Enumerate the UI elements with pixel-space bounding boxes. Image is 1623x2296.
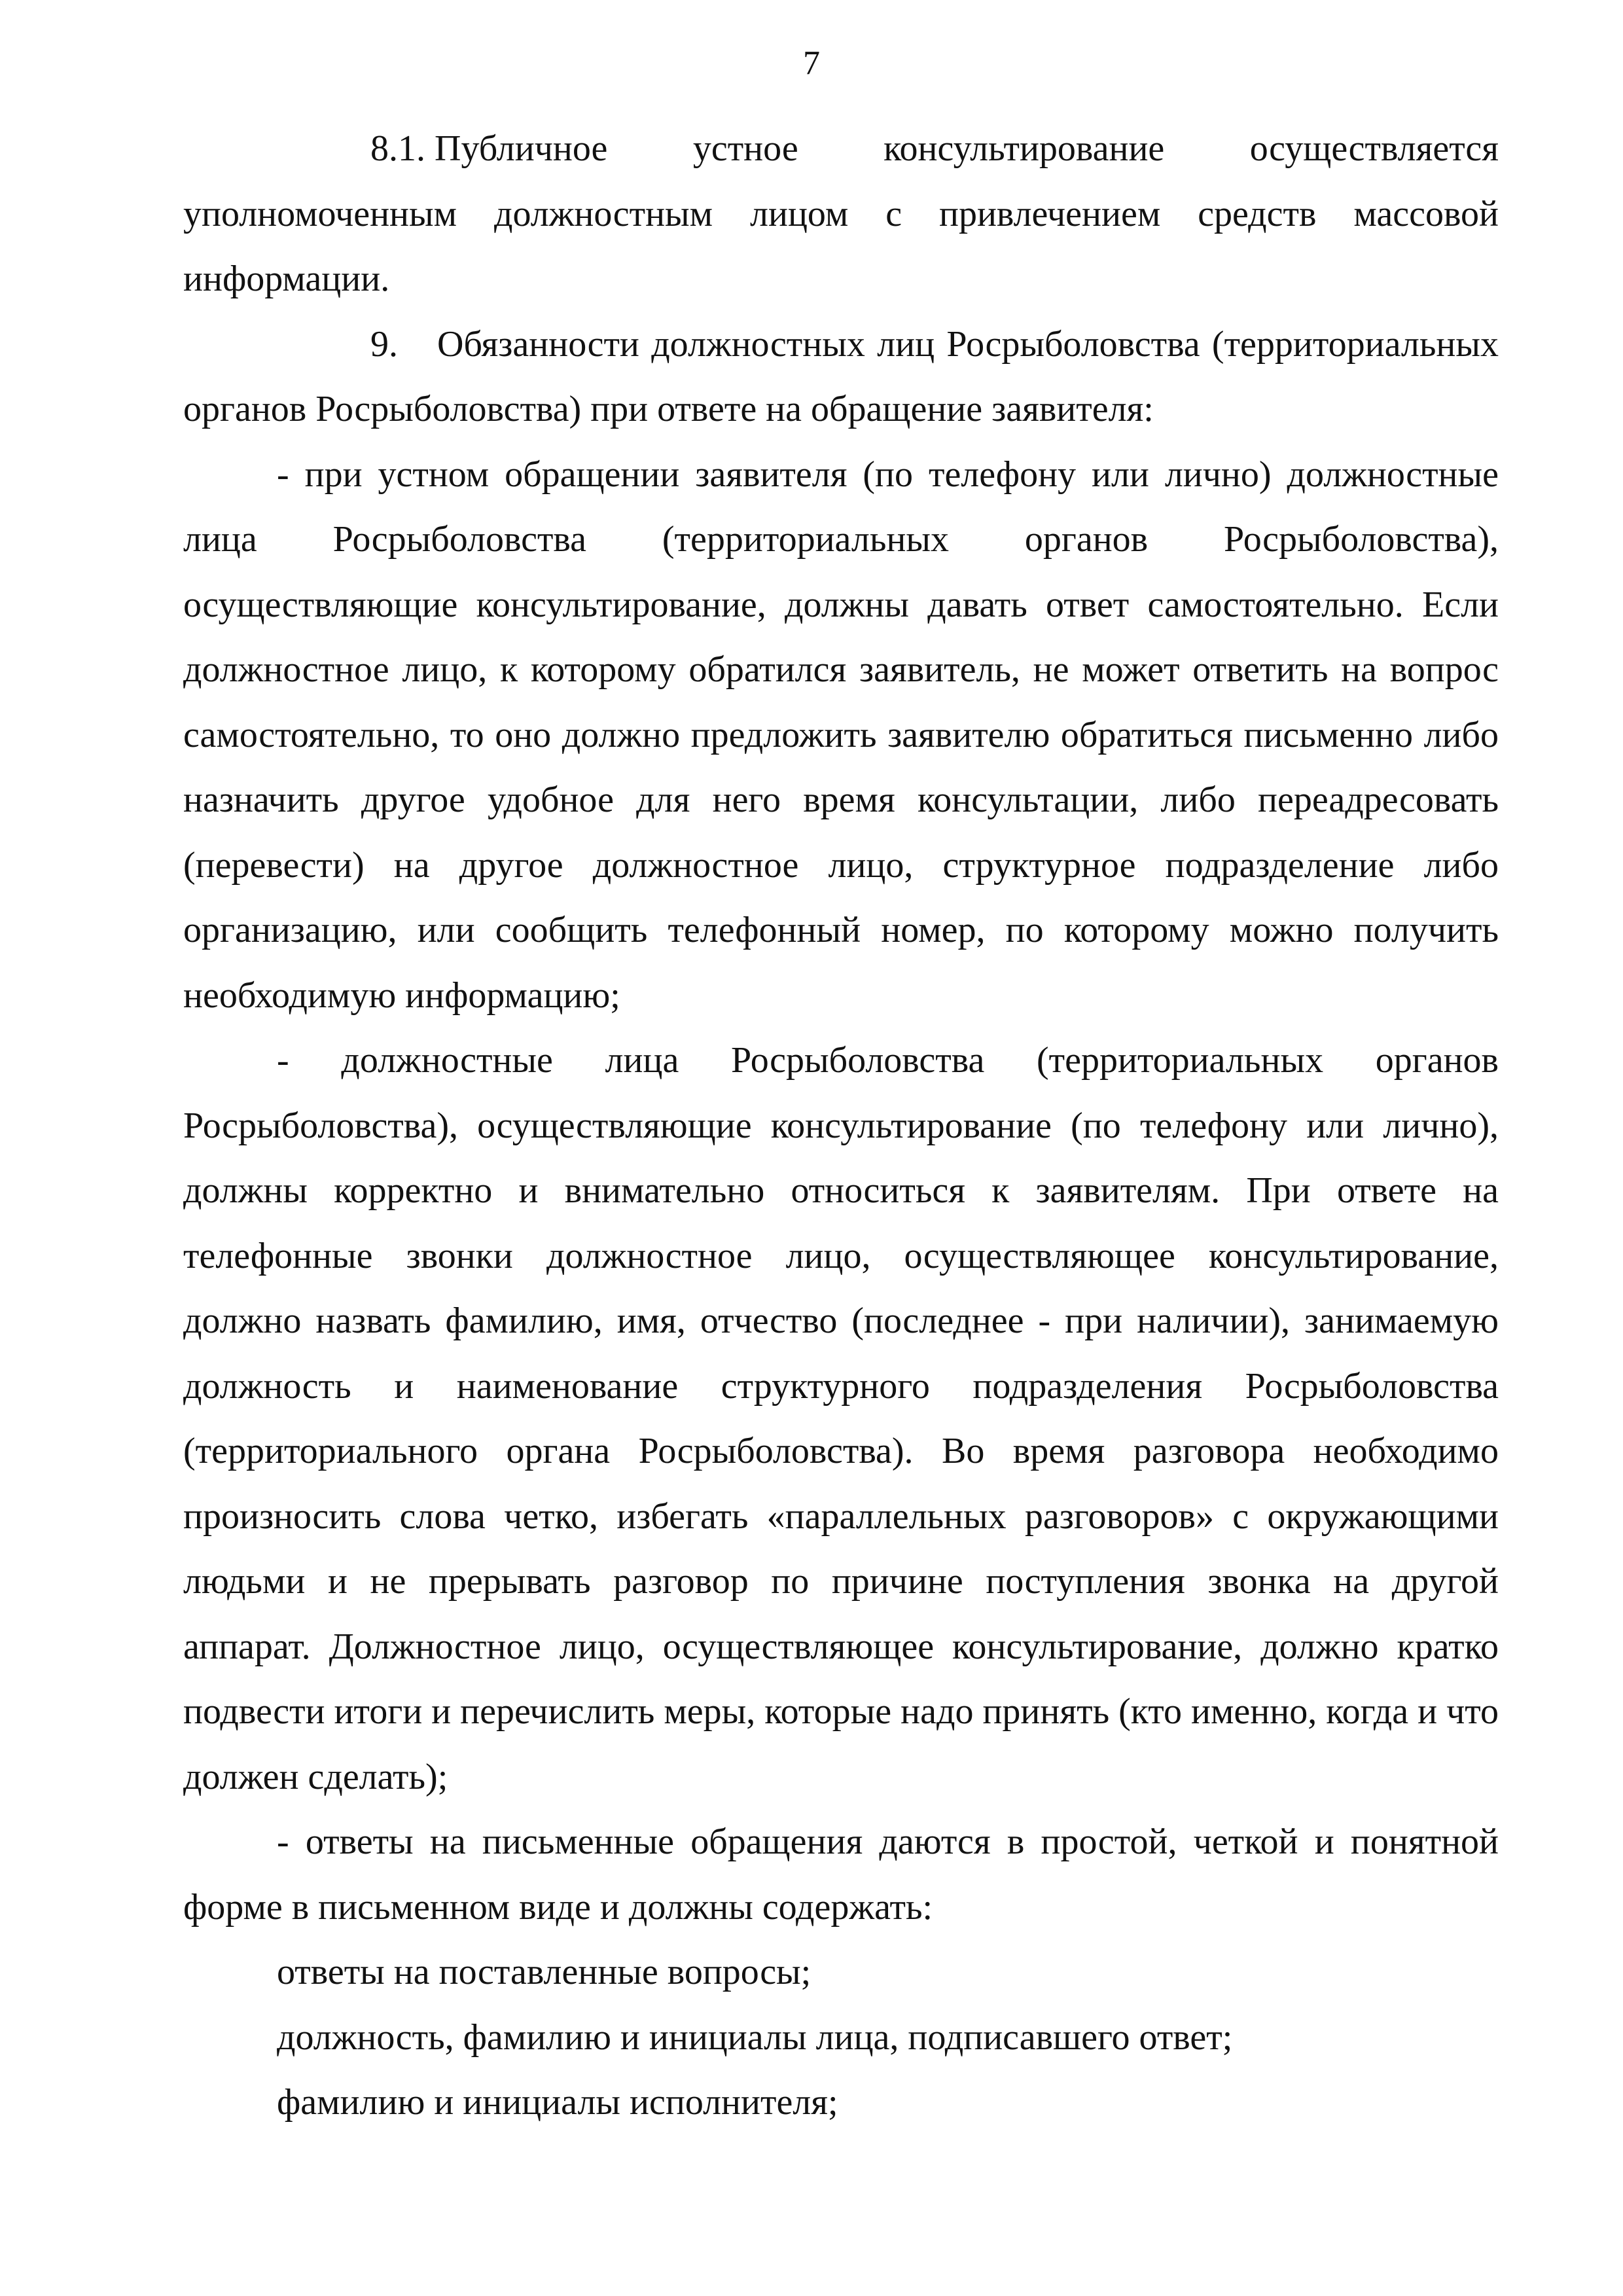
paragraph-text: Обязанности должностных лиц Росрыболовства (территориальных органов Росрыболовства) при ответе на обращение заявителя: <box>183 323 1499 429</box>
paragraph-number: 8.1. <box>370 128 425 169</box>
paragraph-8-1 <box>183 117 1499 312</box>
paragraph-phone-conduct: - должностные лица Росрыболовства (территориальных органов Росрыболовства), осуществляющие консультирование (по телефону или лично), должны корректно и внимательно относиться к заявителям. При ответе на телефонные звонки должностное лицо, осуществляющее консультирование, должно назвать фамилию, имя, отчество (последнее - при наличии), занимаемую должность и наименование структурного подразделения Росрыболовства (территориального органа Росрыболовства). Во время разговора необходимо произносить слова четко, избегать «параллельных разговоров» с окружающими людьми и не прерывать разговор по причине поступления звонка на другой аппарат. Должностное лицо, осуществляющее консультирование, должно кратко подвести итоги и перечислить меры, которые надо принять (кто именно, когда и что должен сделать); <box>183 1040 1499 1797</box>
paragraph-oral-inquiry: - при устном обращении заявителя (по телефону или лично) должностные лица Росрыболовства (территориальных органов Росрыболовства), осуществляющие консультирование, должны давать ответ самостоятельно. Если должностное лицо, к которому обратился заявитель, не может ответить на вопрос самостоятельно, то оно должно предложить заявителю обратиться письменно либо назначить другое удобное для него время консультации, либо переадресовать (перевести) на другое должностное лицо, структурное подразделение либо организацию, или сообщить телефонный номер, по которому можно получить необходимую информацию; <box>183 454 1499 1016</box>
paragraph-written-answers: - ответы на письменные обращения даются в простой, четкой и понятной форме в письменном виде и должны содержать: <box>183 1821 1499 1928</box>
list-item: должность, фамилию и инициалы лица, подписавшего ответ; <box>277 2017 1233 2058</box>
paragraph-number: 9. <box>370 323 398 365</box>
page-number: 7 <box>803 45 820 82</box>
paragraph-9 <box>183 312 1499 442</box>
paragraph-text: Публичное устное консультирование осуществляется уполномоченным должностным лицом с привлечением средств массовой информации. <box>183 128 1499 299</box>
document-body <box>183 117 1499 2136</box>
list-item: ответы на поставленные вопросы; <box>277 1952 812 1992</box>
list-item: фамилию и инициалы исполнителя; <box>277 2082 838 2123</box>
